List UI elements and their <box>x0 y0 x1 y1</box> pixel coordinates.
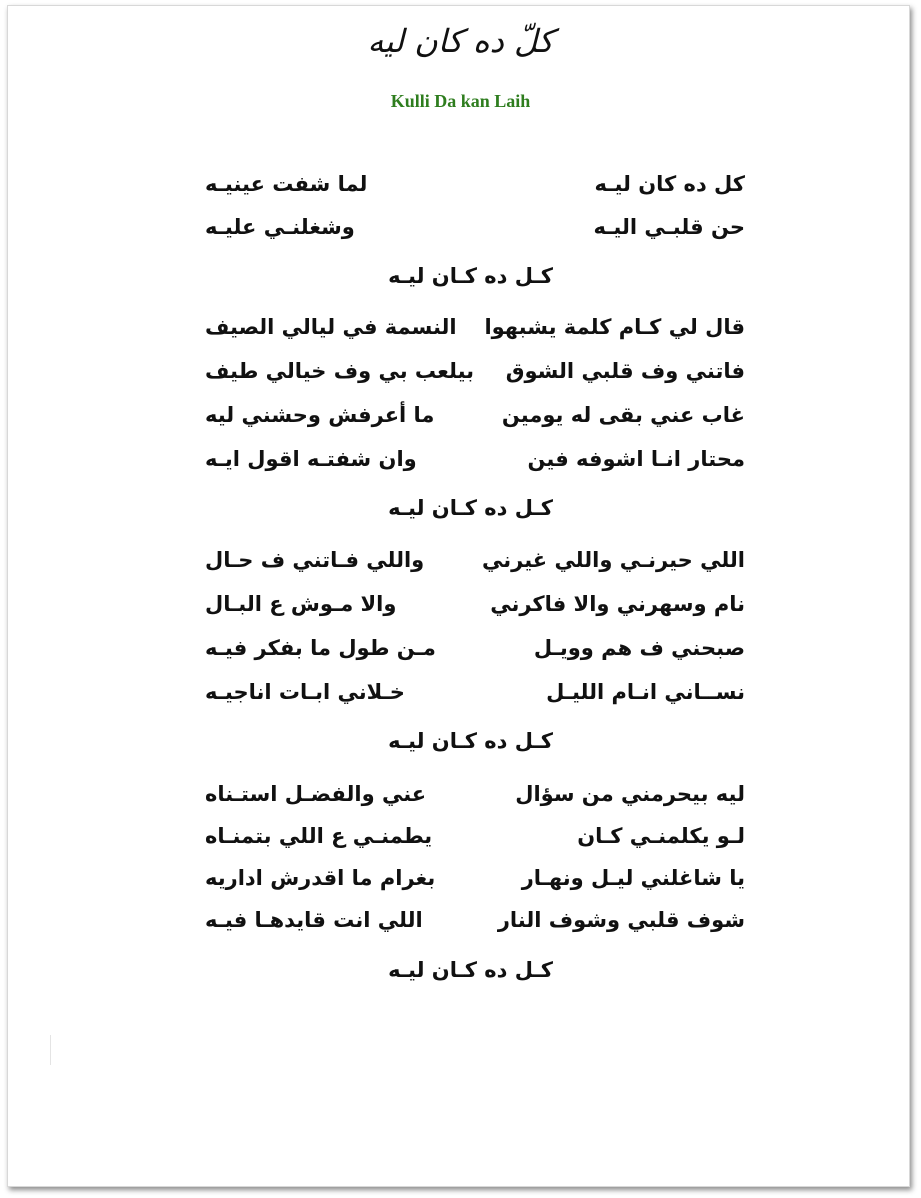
refrain-line: كـل ده كـان ليـه <box>388 729 553 753</box>
verse-line <box>205 403 745 437</box>
verse-second-hemistich: وشغلنـي عليـه <box>205 215 355 239</box>
refrain-line: كـل ده كـان ليـه <box>388 496 553 520</box>
verse-line <box>205 447 745 481</box>
verse-second-hemistich: لما شفت عينيـه <box>205 172 368 196</box>
verse-second-hemistich: بغرام ما اقدرش اداريه <box>205 866 436 890</box>
verse-first-hemistich: شوف قلبي وشوف النار <box>497 908 745 932</box>
verse-second-hemistich: النسمة في ليالي الصيف <box>205 315 457 339</box>
verse-second-hemistich: واللي فـاتني ف حـال <box>205 548 425 572</box>
verse-second-hemistich: والا مـوش ع البـال <box>205 592 397 616</box>
verse-line <box>205 908 745 942</box>
verse-first-hemistich: لـو يكلمنـي كـان <box>577 824 745 848</box>
verse-line <box>205 592 745 626</box>
verse-second-hemistich: ما أعرفش وحشني ليه <box>205 403 435 427</box>
verse-second-hemistich: خـلاني ابـات اناجيـه <box>205 680 405 704</box>
refrain-line: كـل ده كـان ليـه <box>388 958 553 982</box>
verse-line <box>205 315 745 349</box>
verse-first-hemistich: ليه بيحرمني من سؤال <box>515 782 745 806</box>
verse-first-hemistich: محتار انـا اشوفه فين <box>527 447 745 471</box>
verse-line <box>205 824 745 858</box>
verse-first-hemistich: نســاني انـام الليـل <box>546 680 745 704</box>
verse-first-hemistich: يا شاغلني ليـل ونهـار <box>521 866 745 890</box>
verse-second-hemistich: مـن طول ما بفكر فيـه <box>205 636 436 660</box>
verse-second-hemistich: اللي انت قايدهـا فيـه <box>205 908 423 932</box>
verse-second-hemistich: وان شفتـه اقول ايـه <box>205 447 417 471</box>
calligraphy-title: كلّ ده كان ليه <box>367 22 554 60</box>
scan-artifact <box>50 1035 51 1065</box>
verse-second-hemistich: عني والفضـل استـناه <box>205 782 427 806</box>
verse-first-hemistich: كل ده كان ليـه <box>594 172 745 196</box>
verse-line <box>205 215 745 249</box>
verse-first-hemistich: حن قلبـي اليـه <box>593 215 745 239</box>
verse-line <box>205 548 745 582</box>
verse-first-hemistich: قال لي كـام كلمة يشبهوا <box>484 315 745 339</box>
verse-line <box>205 782 745 816</box>
verse-first-hemistich: اللي حيرنـي واللي غيرني <box>482 548 745 572</box>
transliterated-title: Kulli Da kan Laih <box>390 91 531 111</box>
verse-second-hemistich: بيلعب بي وف خيالي طيف <box>205 359 475 383</box>
verse-line <box>205 680 745 714</box>
verse-line <box>205 172 745 206</box>
refrain-line: كـل ده كـان ليـه <box>388 264 553 288</box>
verse-first-hemistich: فاتني وف قلبي الشوق <box>505 359 745 383</box>
verse-line <box>205 636 745 670</box>
verse-second-hemistich: يطمنـي ع اللي بتمنـاه <box>205 824 433 848</box>
verse-line <box>205 359 745 393</box>
verse-line <box>205 866 745 900</box>
verse-first-hemistich: نام وسهرني والا فاكرني <box>490 592 745 616</box>
verse-first-hemistich: غاب عني بقى له يومين <box>501 403 745 427</box>
verse-first-hemistich: صبحني ف هم وويـل <box>533 636 745 660</box>
